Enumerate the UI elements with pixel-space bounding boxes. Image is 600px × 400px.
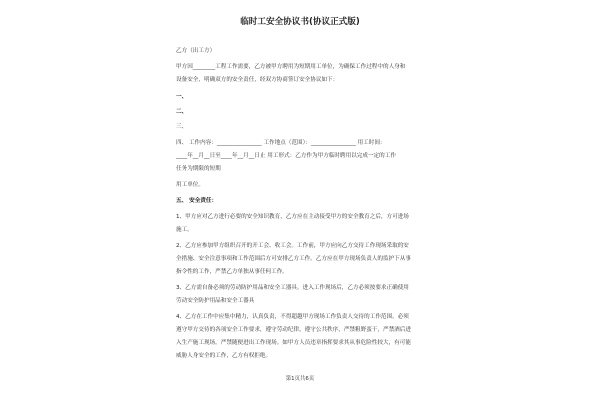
work-period-line: ____年__月__日至____年__月__日止 用工形式：乙方作为甲方临时聘用以完成一定的工作 <box>176 153 396 159</box>
page-number: 第1页共6页 <box>285 376 315 382</box>
item-4-line-4: 威胁人身安全的工作，乙方有权拒绝。 <box>176 353 272 359</box>
item-4-line-1: 4、乙方在工作中应集中精力，认真负责，不得超越甲方现场工作负责人交待的工作范围。必须 <box>176 314 409 320</box>
clause-three: 三、 <box>176 124 188 130</box>
clause-two: 二、 <box>176 109 188 115</box>
document-title: 临时工安全协议书(协议正式版) <box>240 17 360 27</box>
work-content-line: 四、 工作内容：________________ 工作地点（范围）：________________ 用工时间： <box>176 140 386 146</box>
party-b-label: 乙方（出工方） <box>176 48 216 54</box>
item-2-line-1: 2、乙方应参加甲方组织召开的开工会、收工会。工作前，甲方应向乙方交待工作现场采取的安 <box>176 243 409 249</box>
item-1-line-1: 1、甲方应对乙方进行必要的安全知识教育，乙方应在主动接受甲方的安全教育之后，方可进场 <box>176 214 409 220</box>
item-4-line-2: 遵守甲方交待的各项安全工作要求，遵守劳动纪律，遵守公共秩序，严禁粗野蛮干，严禁酒后进 <box>176 327 411 333</box>
item-4-line-3: 入生产施工现场。严禁随便进出工作现场。如甲方人员违章指挥要求其从事危险性较大，有可能 <box>176 340 411 346</box>
intro-line-2: 设备安全，明确双方的安全责任，经双方协商签订安全协议如下： <box>176 77 339 83</box>
item-3-line-1: 3、乙方需自备必须的劳动防护用品和安全工器具。进入工作现场后，乙方必须按要求正确使用 <box>176 285 409 291</box>
item-2-line-3: 指令性的工作，严禁乙方单独从事任何工作。 <box>176 269 288 275</box>
intro-line-1: 甲方因________工程工作需要，乙方被甲方聘用为短期用工单位，为确保工作过程中的人身和 <box>176 64 406 70</box>
safety-heading: 五、 安全责任： <box>176 198 218 204</box>
item-1-line-2: 施工。 <box>176 227 193 233</box>
work-task-line: 任务为期限的短期 <box>176 166 221 172</box>
employer-unit-line: 用工单位。 <box>176 182 204 188</box>
item-2-line-2: 全措施、安全注意事项和工作范围后方可安排乙方工作。乙方应在甲方现场负责人的监护下从事 <box>176 256 411 262</box>
clause-one: 一、 <box>176 94 188 100</box>
item-3-line-2: 劳动安全防护用品和安全工器具 <box>176 298 255 304</box>
